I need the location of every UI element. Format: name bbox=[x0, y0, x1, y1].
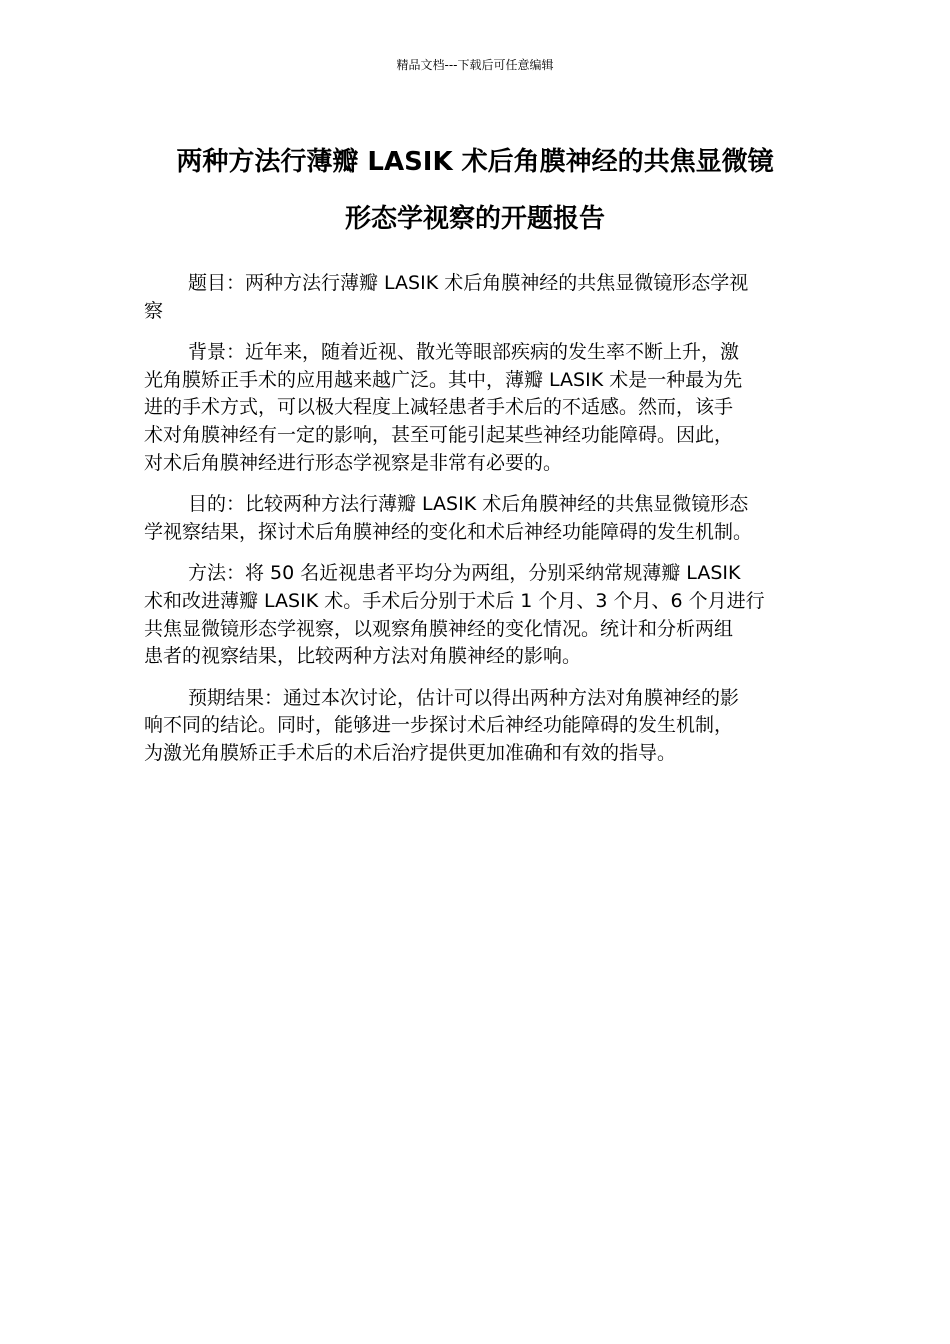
paragraph-line: 共焦显微镜形态学视察，以观察角膜神经的变化情况。统计和分析两组 bbox=[144, 617, 734, 640]
paragraph-line: 题目：两种方法行薄瓣 LASIK 术后角膜神经的共焦显微镜形态学视 bbox=[188, 272, 749, 294]
paragraph-line: 术和改进薄瓣 LASIK 术。手术后分别于术后 1 个月、3 个月、6 个月进行 bbox=[144, 589, 765, 612]
topic-paragraph bbox=[144, 270, 808, 325]
paragraph-line: 方法：将 50 名近视患者平均分为两组，分别采纳常规薄瓣 LASIK bbox=[188, 562, 741, 585]
page-header: 精品文档---下载后可任意编辑 bbox=[396, 58, 554, 72]
background-paragraph bbox=[144, 339, 808, 477]
paragraph-line: 术对角膜神经有一定的影响，甚至可能引起某些神经功能障碍。因此， bbox=[144, 423, 734, 446]
title-line: 形态学视察的开题报告 bbox=[344, 204, 605, 234]
title-line: 两种方法行薄瓣 LASIK 术后角膜神经的共焦显微镜 bbox=[176, 147, 774, 177]
paragraph-line: 光角膜矫正手术的应用越来越广泛。其中，薄瓣 LASIK 术是一种最为先 bbox=[144, 368, 743, 391]
paragraph-line: 对术后角膜神经进行形态学视察是非常有必要的。 bbox=[144, 451, 563, 474]
objective-paragraph bbox=[144, 491, 808, 546]
document-title bbox=[130, 134, 820, 248]
paragraph-line: 为激光角膜矫正手术后的术后治疗提供更加准确和有效的指导。 bbox=[144, 741, 677, 764]
paragraph-line: 背景：近年来，随着近视、散光等眼部疾病的发生率不断上升，激 bbox=[188, 341, 740, 364]
paragraph-line: 学视察结果，探讨术后角膜神经的变化和术后神经功能障碍的发生机制。 bbox=[144, 520, 753, 543]
method-paragraph bbox=[144, 560, 808, 670]
expected-results-paragraph bbox=[144, 685, 808, 768]
paragraph-line: 察 bbox=[144, 299, 164, 322]
document-body bbox=[144, 270, 808, 782]
paragraph-line: 目的：比较两种方法行薄瓣 LASIK 术后角膜神经的共焦显微镜形态 bbox=[188, 493, 749, 516]
paragraph-line: 预期结果：通过本次讨论，估计可以得出两种方法对角膜神经的影 bbox=[188, 686, 740, 709]
paragraph-line: 进的手术方式，可以极大程度上减轻患者手术后的不适感。然而，该手 bbox=[144, 396, 734, 419]
paragraph-line: 患者的视察结果，比较两种方法对角膜神经的影响。 bbox=[144, 645, 582, 668]
paragraph-line: 响不同的结论。同时，能够进一步探讨术后神经功能障碍的发生机制， bbox=[144, 714, 734, 737]
